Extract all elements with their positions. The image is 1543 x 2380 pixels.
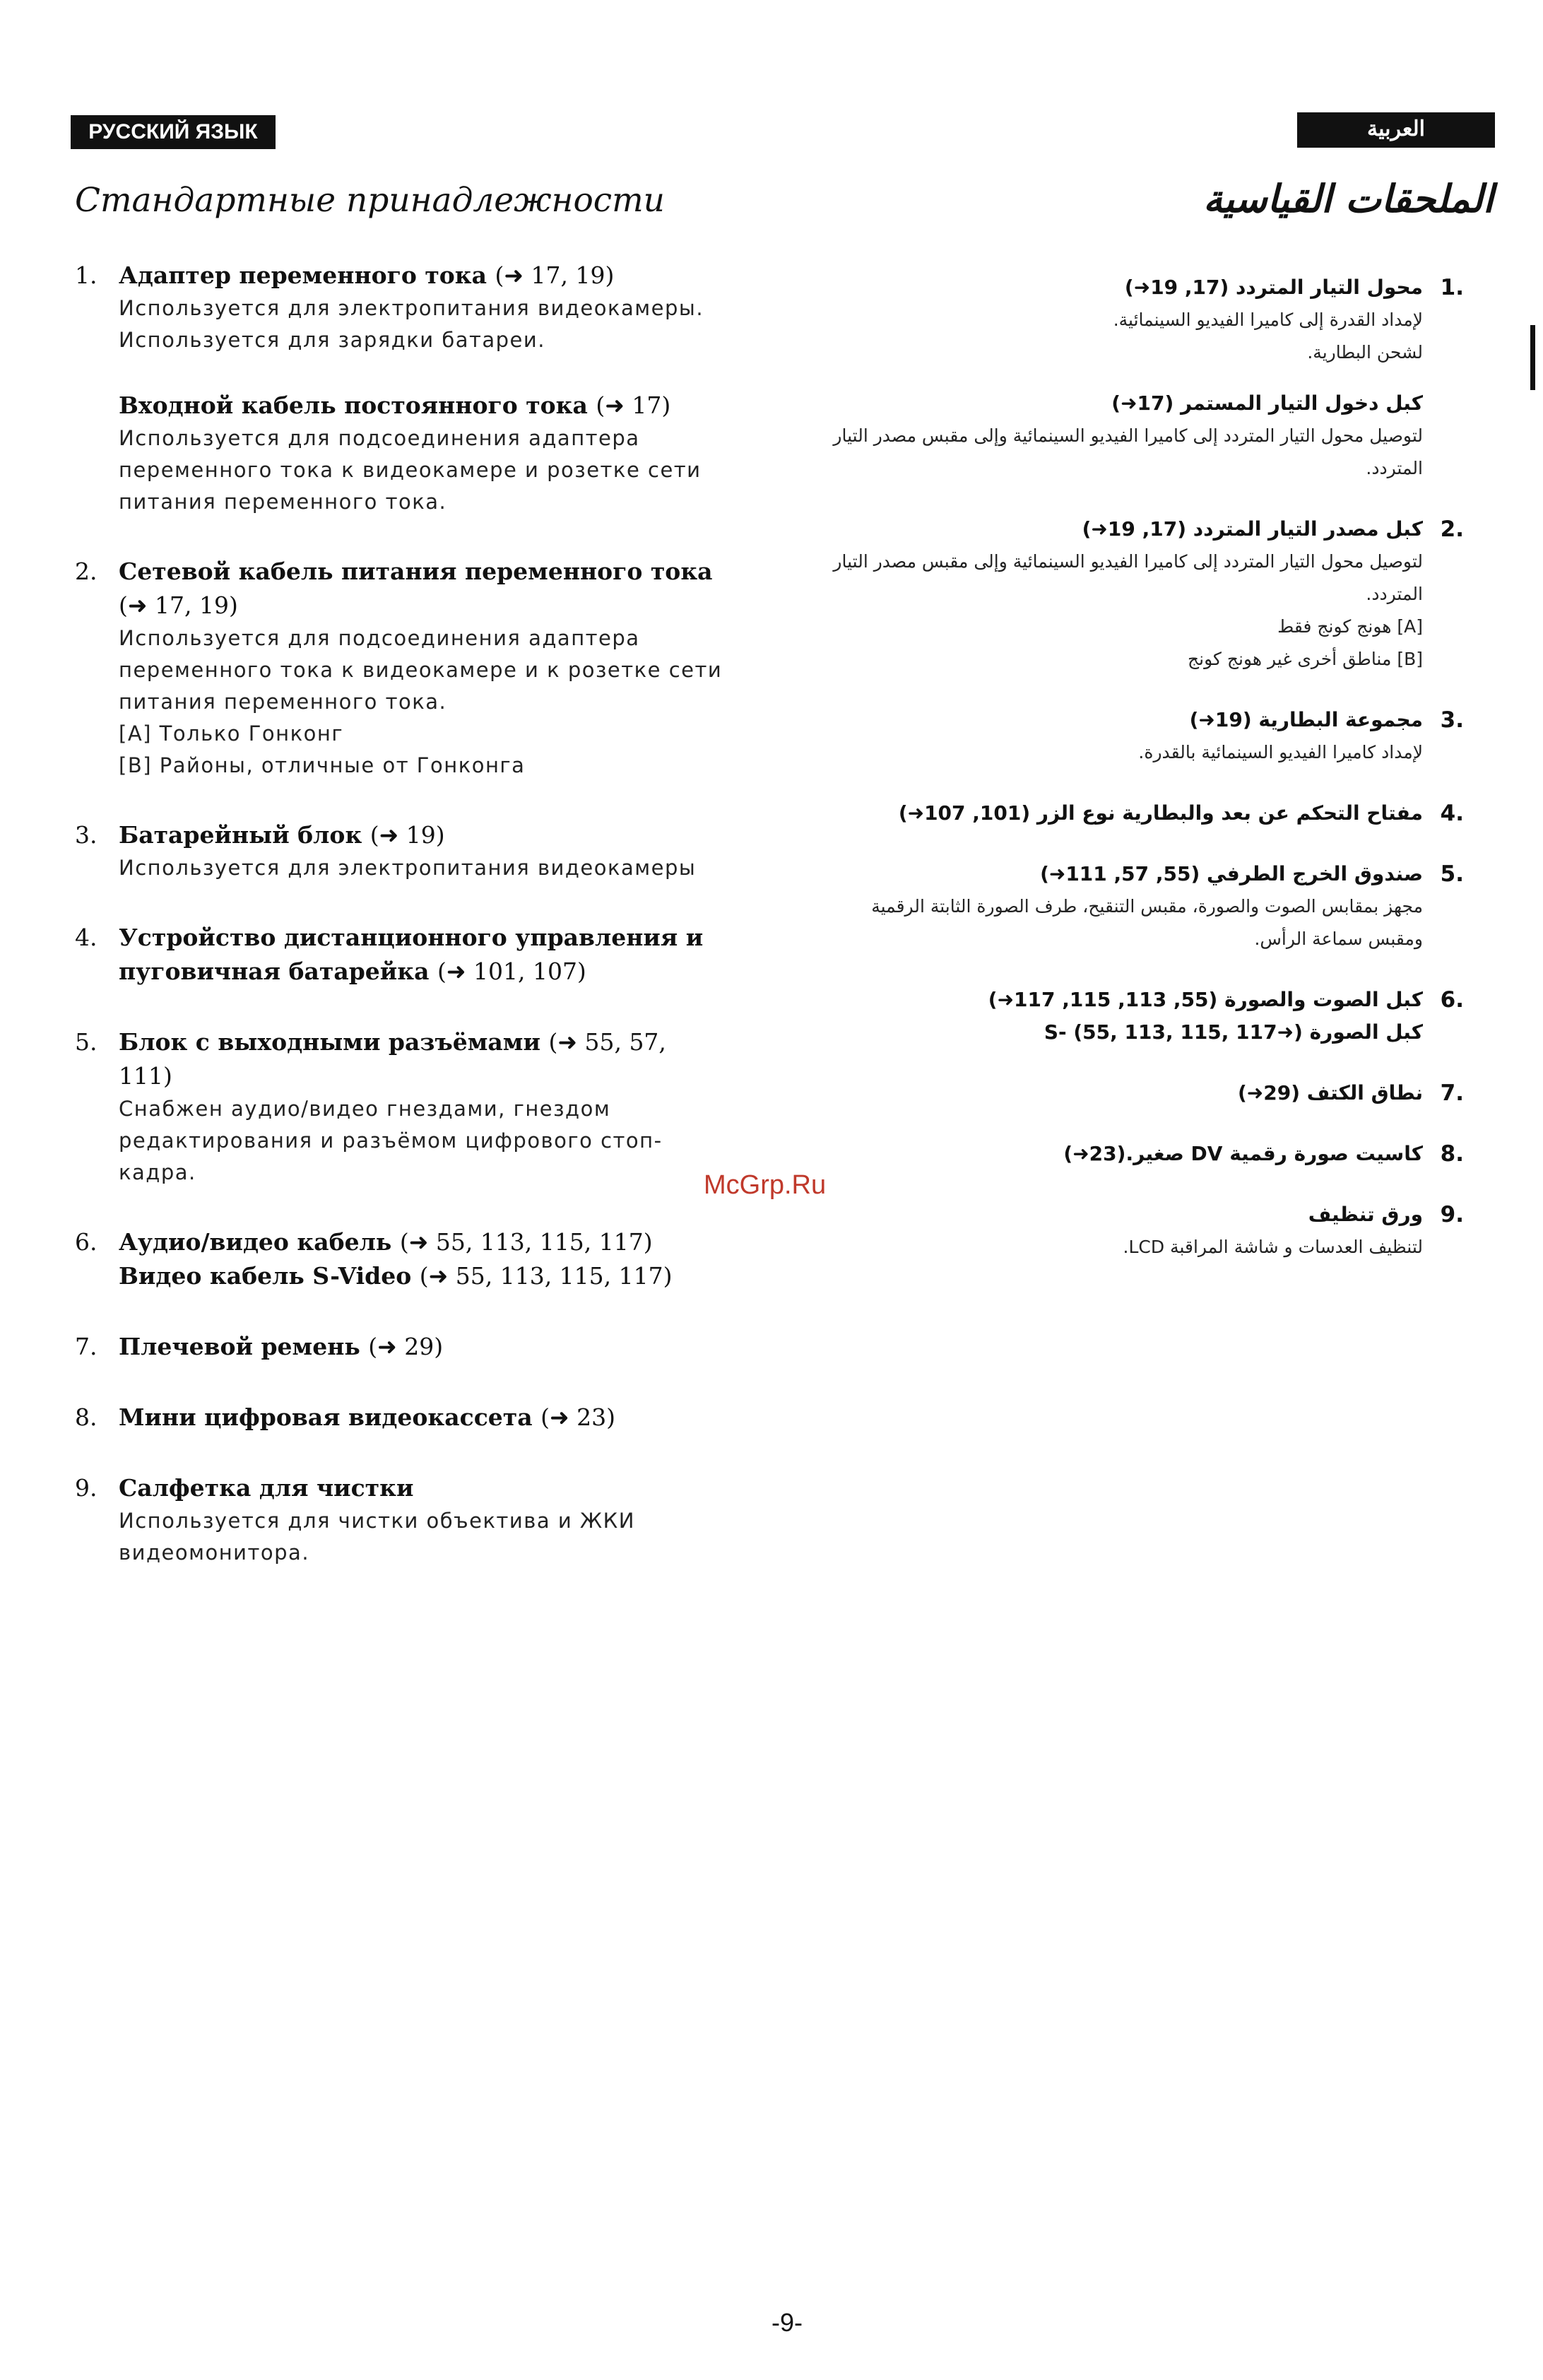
item-heading: Адаптер переменного тока (➜ 17, 19) xyxy=(119,261,615,289)
item-description: питания переменного тока. xyxy=(119,490,447,514)
item-number: .5 xyxy=(1440,861,1464,887)
item-description: питания переменного тока. xyxy=(119,690,447,714)
page-number: -9- xyxy=(772,2308,803,2337)
item-heading: كبل مصدر التيار المتردد (17, 19➜) xyxy=(1082,517,1423,541)
item-number: 7. xyxy=(75,1333,97,1360)
item-description: Используется для электропитания видеокамеры xyxy=(119,856,697,880)
item-heading: كاسيت صورة رقمية DV صغير.(23➜) xyxy=(1063,1142,1423,1165)
item-description: [B] مناطق أخرى غير هونج كونج xyxy=(1188,649,1423,669)
list-item xyxy=(75,555,725,782)
item-heading: مجموعة البطارية (19➜) xyxy=(1189,708,1423,731)
item-number: .3 xyxy=(1440,707,1464,733)
item-description: المتردد. xyxy=(1366,584,1423,604)
item-reference: (➜ 17, 19) xyxy=(119,591,238,619)
list-item xyxy=(75,1225,725,1293)
item-description: кадра. xyxy=(119,1160,196,1184)
arabic-accessory-list xyxy=(790,271,1464,1263)
item-description: Используется для электропитания видеокамеры. xyxy=(119,296,704,320)
item-number: .4 xyxy=(1440,801,1464,826)
item-heading: Аудио/видео кабель (➜ 55, 113, 115, 117) xyxy=(119,1228,653,1256)
item-number: 5. xyxy=(75,1028,97,1056)
item-number: 2. xyxy=(75,558,97,585)
list-item xyxy=(75,921,725,989)
margin-marker-bar xyxy=(1530,325,1535,390)
item-heading: Блок с выходными разъёмами (➜ 55, 57, 111) xyxy=(119,1028,666,1090)
item-number: 9. xyxy=(75,1474,97,1502)
item-description: لتنظيف العدسات و شاشة المراقبة LCD. xyxy=(1123,1237,1423,1257)
list-item xyxy=(790,858,1464,955)
item-description: [A] Только Гонконг xyxy=(119,721,344,746)
item-subheading: كبل دخول التيار المستمر (17➜) xyxy=(1111,391,1423,415)
item-number: .9 xyxy=(1440,1202,1464,1227)
item-description: لتوصيل محول التيار المتردد إلى كاميرا الفيديو السينمائية وإلى مقبس مصدر التيار xyxy=(833,551,1423,572)
list-item xyxy=(75,1330,725,1364)
page-title-arabic: الملحقات القياسية xyxy=(1203,177,1494,221)
item-description: لإمداد القدرة إلى كاميرا الفيديو السينمائية. xyxy=(1113,310,1423,330)
item-description: Используется для подсоединения адаптера xyxy=(119,426,640,450)
list-item xyxy=(790,984,1464,1049)
language-tag-arabic: العربية xyxy=(1297,112,1495,148)
item-heading: Мини цифровая видеокассета (➜ 23) xyxy=(119,1403,616,1431)
item-number: .7 xyxy=(1440,1080,1464,1106)
list-item xyxy=(75,818,725,884)
item-heading: مفتاح التحكم عن بعد والبطارية نوع الزر (101, 107➜) xyxy=(898,801,1423,825)
item-description: видеомонитора. xyxy=(119,1540,310,1565)
item-description: переменного тока к видеокамере и к розетке сети xyxy=(119,658,723,682)
list-item xyxy=(790,704,1464,769)
item-heading: صندوق الخرج الطرفي (55, 57, 111➜) xyxy=(1040,862,1423,885)
list-item xyxy=(790,1138,1464,1170)
item-description: لشحن البطارية. xyxy=(1307,342,1423,363)
page-title-russian: Стандартные принадлежности xyxy=(75,181,665,220)
list-item xyxy=(790,797,1464,830)
item-heading: Салфетка для чистки xyxy=(119,1474,414,1502)
item-number: 3. xyxy=(75,821,97,849)
item-number: 6. xyxy=(75,1228,97,1256)
item-description: [B] Районы, отличные от Гонконга xyxy=(119,753,526,777)
item-description: Снабжен аудио/видео гнездами, гнездом xyxy=(119,1097,611,1121)
item-description: Используется для подсоединения адаптера xyxy=(119,626,640,650)
item-heading: كبل الصورة S- (55, 113, 115, 117➜) xyxy=(1044,1020,1423,1044)
item-number: .1 xyxy=(1440,275,1464,300)
item-heading: Плечевой ремень (➜ 29) xyxy=(119,1333,444,1360)
list-item xyxy=(75,1025,725,1189)
item-heading: Видео кабель S-Video (➜ 55, 113, 115, 117) xyxy=(119,1262,673,1290)
language-tag-russian: РУССКИЙ ЯЗЫК xyxy=(71,115,276,149)
item-heading: пуговичная батарейка (➜ 101, 107) xyxy=(119,958,586,985)
item-subheading: Входной кабель постоянного тока (➜ 17) xyxy=(119,391,671,419)
item-heading: محول التيار المتردد (17, 19➜) xyxy=(1124,276,1423,299)
item-heading: ورق تنظيف xyxy=(1308,1203,1423,1226)
item-number: 4. xyxy=(75,924,97,951)
item-number: 1. xyxy=(75,261,97,289)
item-description: [A] هونج كونج فقط xyxy=(1277,616,1423,637)
item-heading: Батарейный блок (➜ 19) xyxy=(119,821,445,849)
list-item xyxy=(790,513,1464,676)
list-item xyxy=(75,1401,725,1435)
list-item xyxy=(75,259,725,518)
list-item xyxy=(790,271,1464,485)
list-item xyxy=(75,1471,725,1569)
item-description: لتوصيل محول التيار المتردد إلى كاميرا الفيديو السينمائية وإلى مقبس مصدر التيار xyxy=(833,425,1423,446)
item-heading: كبل الصوت والصورة (55, 113, 115, 117➜) xyxy=(988,988,1423,1011)
item-description: ومقبس سماعة الرأس. xyxy=(1254,929,1423,949)
list-item xyxy=(790,1077,1464,1109)
item-number: .6 xyxy=(1440,987,1464,1013)
item-number: .8 xyxy=(1440,1141,1464,1167)
item-description: Используется для чистки объектива и ЖКИ xyxy=(119,1509,635,1533)
list-item xyxy=(790,1198,1464,1263)
item-description: редактирования и разъёмом цифрового стоп- xyxy=(119,1129,663,1153)
item-heading: نطاق الكتف (29➜) xyxy=(1237,1081,1423,1104)
item-description: مجهز بمقابس الصوت والصورة، مقبس التنقيح، طرف الصورة الثابتة الرقمية xyxy=(871,896,1423,917)
item-number: 8. xyxy=(75,1403,97,1431)
item-number: .2 xyxy=(1440,517,1464,542)
item-description: لإمداد كاميرا الفيديو السينمائية بالقدرة. xyxy=(1138,742,1423,762)
russian-accessory-list xyxy=(75,259,725,1569)
item-description: المتردد. xyxy=(1366,458,1423,478)
item-heading: Сетевой кабель питания переменного тока xyxy=(119,558,713,585)
item-heading: Устройство дистанционного управления и xyxy=(119,924,704,951)
item-description: переменного тока к видеокамере и розетке сети xyxy=(119,458,702,482)
item-description: Используется для зарядки батареи. xyxy=(119,328,545,352)
watermark-link: McGrp.Ru xyxy=(704,1170,827,1200)
